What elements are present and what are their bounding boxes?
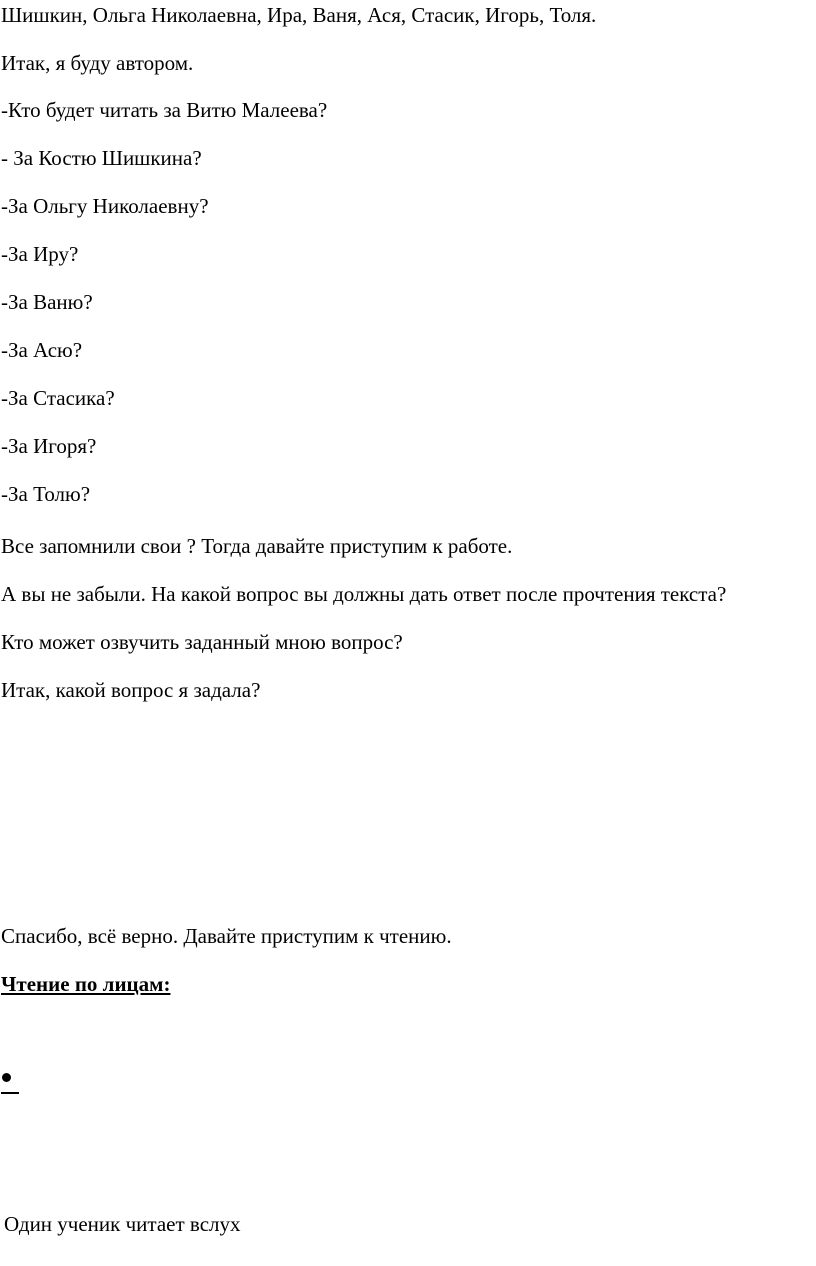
text-line-role: -За Иру? [1, 242, 79, 266]
text-line-instruction: Все запомнили свои ? Тогда давайте приступим к работе. [1, 534, 513, 558]
text-line-role: -За Ольгу Николаевну? [1, 194, 209, 218]
section-heading: Чтение по лицам: [1, 972, 171, 996]
bullet-icon [2, 1073, 11, 1082]
text-line-question: -Кто будет читать за Витю Малеева? [1, 98, 328, 122]
text-line-role: -За Асю? [1, 338, 83, 362]
text-line-instruction: А вы не забыли. На какой вопрос вы должны дать ответ после прочтения текста? [1, 582, 727, 606]
text-line-author: Итак, я буду автором. [1, 51, 194, 75]
text-line-instruction: Итак, какой вопрос я задала? [1, 678, 261, 702]
text-line-confirmation: Спасибо, всё верно. Давайте приступим к чтению. [1, 924, 452, 948]
text-line-role: - За Костю Шишкина? [1, 146, 202, 170]
text-line-role: -За Ваню? [1, 290, 93, 314]
text-line-instruction: Кто может озвучить заданный мною вопрос? [1, 630, 403, 654]
text-line-role: -За Толю? [1, 482, 91, 506]
bullet-item [1, 1066, 19, 1094]
text-line-characters: Шишкин, Ольга Николаевна, Ира, Ваня, Ася, Стасик, Игорь, Толя. [1, 3, 597, 27]
text-line-role: -За Стасика? [1, 386, 115, 410]
text-line-reading: Один ученик читает вслух [4, 1212, 241, 1236]
text-line-role: -За Игоря? [1, 434, 97, 458]
